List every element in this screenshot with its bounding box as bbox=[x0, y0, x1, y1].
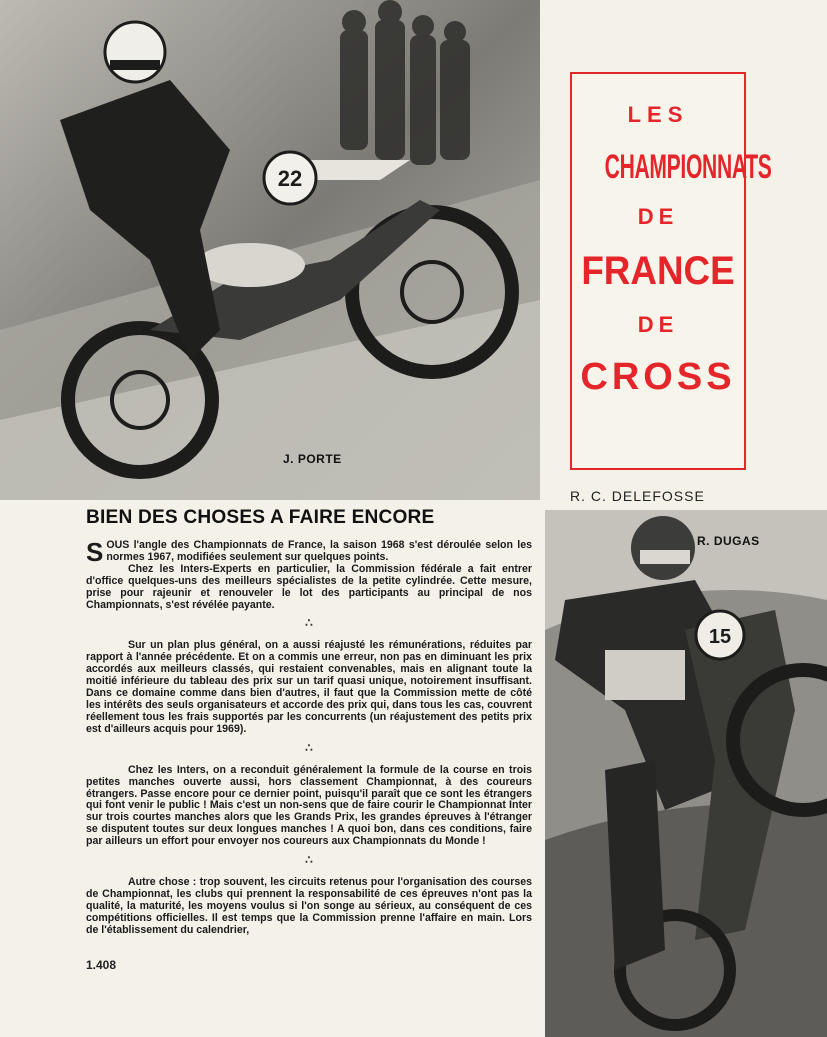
section-separator-2: ∴ bbox=[305, 740, 313, 755]
article-headline: BIEN DES CHOSES A FAIRE ENCORE bbox=[86, 506, 435, 528]
title-line-cross: CROSS bbox=[580, 356, 736, 398]
dropcap: S bbox=[86, 537, 104, 567]
title-line-france: FRANCE bbox=[581, 249, 735, 293]
title-line-les: LES bbox=[627, 102, 689, 127]
motocross-photo-illustration-2 bbox=[545, 510, 827, 1037]
article-paragraph-2: Chez les Inters-Experts en particulier, la Commission fédérale a fait entrer d'office quelques-uns des meilleurs spécialistes de la petite cylindrée. Cette mesure, prise pour rajeunir et renouveler le lot des participants au principal de nos Championnats, s'est révélée payante. bbox=[86, 562, 532, 611]
section-separator-3: ∴ bbox=[305, 853, 313, 868]
article-paragraph-1 bbox=[86, 537, 532, 567]
article-paragraph-5: Autre chose : trop souvent, les circuits retenus pour l'organisation des courses de Championnat, les clubs qui prennent la responsabilité de ces épreuves n'ont pas la qualité, la maturité, les moyens voulus si l'on songe au sérieux, au conséquent de ces compétitions officielles. Il est temps que la Commission prenne l'affaire en main. Lors de l'établissement du calendrier, bbox=[86, 876, 532, 936]
caption-porte: J. PORTE bbox=[283, 452, 342, 466]
bike-number-top: 22 bbox=[277, 166, 303, 191]
section-separator-1: ∴ bbox=[305, 616, 313, 631]
photo-rider-porte bbox=[0, 0, 540, 500]
page-number: 1.408 bbox=[86, 958, 117, 972]
caption-dugas: R. DUGAS bbox=[697, 534, 760, 548]
title-line-de-1: DE bbox=[637, 204, 679, 229]
article-paragraph-4: Chez les Inters, on a reconduit généralement la formule de la course en trois petites manches ouverte aussi, hors classement Championnat, à des coureurs étrangers. Passe encore pour ce dernier point, puisqu'il paraît que ce sont les étrangers qui font venir le public ! Mais c'est un non-sens que de faire courir le Championnat Inter sur trois courtes manches alors que les Grands Prix, les grandes épreuves à l'étranger se disputent toutes sur deux longues manches ! A quoi bon, dans ces conditions, faire par ailleurs un effort pour envoyer nos coureurs aux Championnats du Monde ! bbox=[86, 763, 532, 848]
photo-rider-dugas bbox=[545, 510, 827, 1037]
title-box bbox=[570, 72, 772, 470]
article-paragraph-1-text: OUS l'angle des Championnats de France, la saison 1968 s'est déroulée selon les normes 1967, modifiées seulement sur quelques points. bbox=[106, 539, 532, 563]
article-paragraph-3: Sur un plan plus général, on a aussi réajusté les rémunérations, réduites par rapport à l'année précédente. Et on a commis une erreur, non pas en diminuant les prix accordés aux meilleurs classés, qui restaient convenables, mais en alignant toute la moitié inférieure du tableau des prix sur un tarif quasi unique, notoirement insuffisant. Dans ce domaine comme dans bien d'autres, il faut que la Commission mette de côté les intérêts des seuls organisateurs et accorde des prix qui, dans tous les cas, couvrent réellement tous les frais supportés par les concurrents (un réajustement des petits prix est d'ailleurs acquis pour 1969). bbox=[86, 639, 532, 735]
author-byline: R. C. DELEFOSSE bbox=[570, 488, 705, 504]
motocross-photo-illustration bbox=[0, 0, 540, 500]
bike-number-right: 15 bbox=[708, 626, 732, 648]
title-line-de-2: DE bbox=[637, 312, 679, 337]
article-body bbox=[86, 537, 532, 937]
title-line-championnats: CHAMPIONNATS bbox=[604, 148, 772, 186]
